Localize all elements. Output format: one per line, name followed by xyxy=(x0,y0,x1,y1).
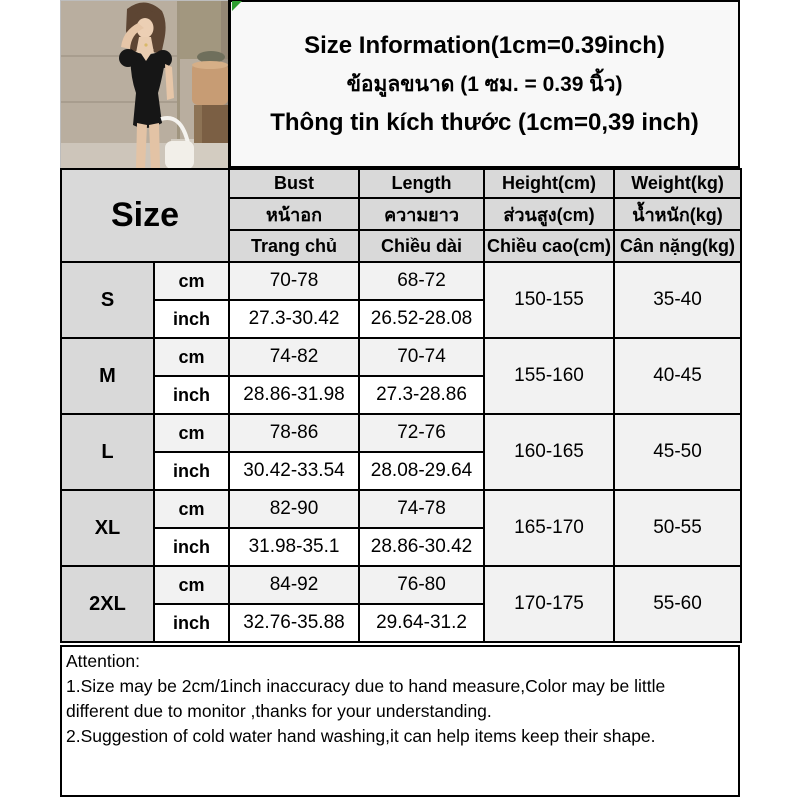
weight-value: 45-50 xyxy=(614,414,741,490)
unit-inch-label: inch xyxy=(154,300,229,338)
unit-cm-label: cm xyxy=(154,262,229,300)
header-row-english xyxy=(61,169,741,198)
col-header-height-th: ส่วนสูง(cm) xyxy=(484,198,614,230)
cell-corner-marker xyxy=(232,1,242,11)
title-english: Size Information(1cm=0.39inch) xyxy=(304,31,665,59)
col-header-length-th: ความยาว xyxy=(359,198,484,230)
weight-value: 50-55 xyxy=(614,490,741,566)
col-header-weight: Weight(kg) xyxy=(614,169,741,198)
height-value: 155-160 xyxy=(484,338,614,414)
length-cm-value: 76-80 xyxy=(359,566,484,604)
col-header-height: Height(cm) xyxy=(484,169,614,198)
length-inch-value: 29.64-31.2 xyxy=(359,604,484,642)
length-inch-value: 27.3-28.86 xyxy=(359,376,484,414)
height-value: 170-175 xyxy=(484,566,614,642)
unit-inch-label: inch xyxy=(154,376,229,414)
size-info-title-box xyxy=(228,0,740,168)
content-area xyxy=(60,0,740,800)
unit-inch-label: inch xyxy=(154,604,229,642)
size-label: M xyxy=(61,338,154,414)
col-header-length-vi: Chiều dài xyxy=(359,230,484,262)
height-value: 150-155 xyxy=(484,262,614,338)
length-inch-value: 26.52-28.08 xyxy=(359,300,484,338)
attention-line: different due to monitor ,thanks for your understanding. xyxy=(66,701,492,721)
size-corner-cell: Size xyxy=(61,169,229,262)
attention-line: 1.Size may be 2cm/1inch inaccuracy due to hand measure,Color may be little xyxy=(66,676,666,696)
table-row xyxy=(61,262,741,300)
bust-inch-value: 27.3-30.42 xyxy=(229,300,359,338)
height-value: 160-165 xyxy=(484,414,614,490)
title-thai: ข้อมูลขนาด (1 ซม. = 0.39 นิ้ว) xyxy=(346,72,623,96)
attention-box xyxy=(60,645,740,797)
col-header-weight-vi: Cân nặng(kg) xyxy=(614,230,741,262)
length-inch-value: 28.86-30.42 xyxy=(359,528,484,566)
col-header-height-vi: Chiều cao(cm) xyxy=(484,230,614,262)
bust-cm-value: 70-78 xyxy=(229,262,359,300)
bust-inch-value: 28.86-31.98 xyxy=(229,376,359,414)
weight-value: 35-40 xyxy=(614,262,741,338)
bust-inch-value: 30.42-33.54 xyxy=(229,452,359,490)
table-row xyxy=(61,490,741,528)
length-cm-value: 72-76 xyxy=(359,414,484,452)
length-cm-value: 70-74 xyxy=(359,338,484,376)
col-header-bust: Bust xyxy=(229,169,359,198)
unit-cm-label: cm xyxy=(154,566,229,604)
bust-inch-value: 32.76-35.88 xyxy=(229,604,359,642)
table-row xyxy=(61,566,741,604)
product-photo xyxy=(60,0,228,168)
model-photo-illustration xyxy=(61,1,228,168)
unit-cm-label: cm xyxy=(154,490,229,528)
table-row xyxy=(61,338,741,376)
size-table xyxy=(60,168,742,643)
col-header-weight-th: น้ำหนัก(kg) xyxy=(614,198,741,230)
col-header-length: Length xyxy=(359,169,484,198)
size-label: S xyxy=(61,262,154,338)
col-header-bust-vi: Trang chủ xyxy=(229,230,359,262)
length-cm-value: 74-78 xyxy=(359,490,484,528)
unit-inch-label: inch xyxy=(154,528,229,566)
size-label: L xyxy=(61,414,154,490)
bust-cm-value: 84-92 xyxy=(229,566,359,604)
bust-inch-value: 31.98-35.1 xyxy=(229,528,359,566)
unit-cm-label: cm xyxy=(154,338,229,376)
length-inch-value: 28.08-29.64 xyxy=(359,452,484,490)
table-row xyxy=(61,414,741,452)
bust-cm-value: 82-90 xyxy=(229,490,359,528)
col-header-bust-th: หน้าอก xyxy=(229,198,359,230)
length-cm-value: 68-72 xyxy=(359,262,484,300)
title-vietnamese: Thông tin kích thước (1cm=0,39 inch) xyxy=(270,108,699,136)
attention-heading: Attention: xyxy=(66,651,140,671)
bust-cm-value: 74-82 xyxy=(229,338,359,376)
weight-value: 40-45 xyxy=(614,338,741,414)
attention-line: 2.Suggestion of cold water hand washing,it can help items keep their shape. xyxy=(66,726,656,746)
unit-cm-label: cm xyxy=(154,414,229,452)
size-label: 2XL xyxy=(61,566,154,642)
unit-inch-label: inch xyxy=(154,452,229,490)
bust-cm-value: 78-86 xyxy=(229,414,359,452)
size-label: XL xyxy=(61,490,154,566)
height-value: 165-170 xyxy=(484,490,614,566)
weight-value: 55-60 xyxy=(614,566,741,642)
